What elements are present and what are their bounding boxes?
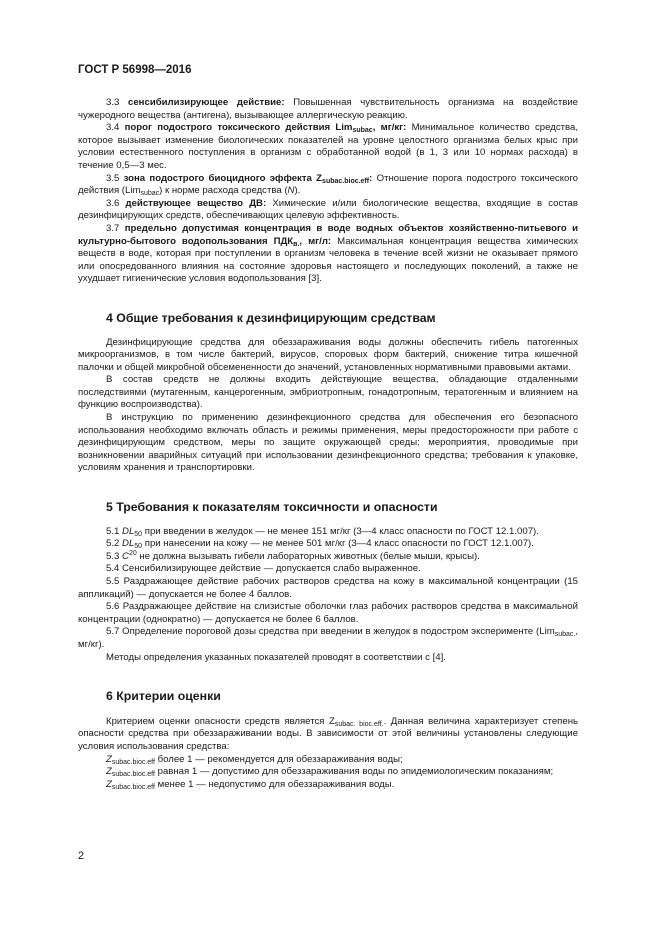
z-symbol: Z xyxy=(106,766,112,778)
clause-number: 3.5 xyxy=(106,172,120,184)
c-superscript: 20 xyxy=(128,549,137,557)
criterion-text: равная 1 — допустимо для обеззараживания воды по эпидемиологическим показаниям; xyxy=(154,766,554,778)
clause-number: 5.1 xyxy=(106,525,120,537)
requirement-text: при нанесении на кожу — не менее 501 мг/кг (3—4 класс опасности по ГОСТ 12.1.007). xyxy=(144,538,534,550)
requirement-5-5: 5.5 Раздражающее действие рабочих растворов средства на кожу в максимальной концентрации (15 аппликаций) — допускается не более 4 баллов. xyxy=(78,576,578,600)
clause-number: 3.7 xyxy=(106,222,120,234)
document-header: ГОСТ Р 56998—2016 xyxy=(78,64,192,76)
text-subscript: subac. bioc.eff. xyxy=(334,720,384,728)
criterion-item xyxy=(78,779,578,792)
clause-number: 3.6 xyxy=(106,197,120,209)
c-symbol: C xyxy=(122,550,129,562)
requirement-text: при введении в желудок — не менее 151 мг/кг (3—4 класс опасности по ГОСТ 12.1.007). xyxy=(144,525,539,537)
definition-3-7 xyxy=(78,223,578,286)
z-subscript: subac.bioc.eff xyxy=(111,771,155,779)
requirement-text: не должна вызывать гибели лабораторных животных (белые мыши, крысы). xyxy=(139,550,480,562)
definition-text: ). xyxy=(294,185,301,197)
definition-3-6 xyxy=(78,198,578,223)
definition-3-3 xyxy=(78,97,578,122)
clause-number: 3.3 xyxy=(106,97,120,108)
dl-subscript: 50 xyxy=(134,530,143,538)
z-subscript: subac.bioc.eff xyxy=(111,758,155,766)
definition-text: ) к норме расхода средства ( xyxy=(159,185,288,197)
section-6-intro xyxy=(78,716,578,754)
clause-number: 5.3 xyxy=(106,550,120,562)
section-4-paragraph: В состав средств не должны входить действующие вещества, обладающие отдаленными последствиями (мутагенным, канцерогенным, эмбриотропным, гонадотропным, тератогенным и влиянием на функцию воспроизводства). xyxy=(78,374,578,411)
section-5-heading: 5 Требования к показателям токсичности и опасности xyxy=(106,500,438,515)
text-subscript: subac. xyxy=(554,631,576,639)
requirement-5-2 xyxy=(78,538,578,551)
term-subscript: в. xyxy=(293,240,300,248)
definition-text: Отношение порога подострого токсического действия (Lim xyxy=(78,172,578,197)
requirement-5-6: 5.6 Раздражающее действие на слизистые оболочки глаз рабочих растворов средства в максимальной концентрации (однократно) — допускается не более 6 баллов. xyxy=(78,601,578,625)
criterion-text: более 1 — рекомендуется для обеззараживания воды; xyxy=(154,753,403,765)
term: сенсибилизирующее действие: xyxy=(128,97,285,108)
section-4-heading: 4 Общие требования к дезинфицирующим средствам xyxy=(106,310,436,325)
term-tail: , мг/кг: xyxy=(372,122,407,134)
document-body xyxy=(78,97,578,791)
section-6-heading: 6 Критерии оценки xyxy=(106,689,221,704)
variable-n: N xyxy=(287,185,295,197)
dl-symbol: DL xyxy=(122,525,135,537)
requirement-text: 5.7 Определение пороговой дозы средства при введении в желудок в подостром эксперименте (Lim xyxy=(106,626,555,638)
term: действующее вещество ДВ: xyxy=(125,197,267,209)
clause-number: 5.2 xyxy=(106,538,120,550)
term: зона подострого биоцидного эффекта Z xyxy=(123,172,323,184)
requirement-text: , мг/кг). xyxy=(78,626,578,650)
z-symbol: Z xyxy=(106,753,112,765)
z-symbol: Z xyxy=(106,778,112,790)
criterion-text: менее 1 — недопустимо для обеззараживания воды. xyxy=(154,778,395,790)
criterion-item xyxy=(78,766,578,779)
definition-3-4 xyxy=(78,122,578,172)
term: порог подострого токсического действия Lim xyxy=(124,122,353,134)
section-4-paragraph: В инструкцию по применению дезинфекционного средства для обеспечения его безопасного использования необходимо включать область и режимы применения, меры предосторожности при работе с дезинфицирующим средством, меры по защите окружающей среды; мероприятия, проводимые при возникновении аварийных ситуаций при использовании дезинфекционного средства; требования к упаковке, условиям хранения и транспортировки. xyxy=(78,412,578,474)
section-5-methods: Методы определения указанных показателей проводят в соответствии с [4]. xyxy=(106,651,446,663)
definition-text: Повышенная чувствительность организма на воздействие чужеродного вещества (антигена), вызывающее аллергическую реакцию. xyxy=(78,97,579,121)
requirement-5-1 xyxy=(78,526,578,539)
definition-text: Максимальная концентрация вещества химических веществ в воде, которая при поступлении в организм человека в течение всей жизни не оказывает прямого или опосредованного влияния на состояние здоровья настоящего и последующих поколений, а также не ухудшает гигиенические условия водопользования [3]. xyxy=(78,235,578,285)
requirement-5-3 xyxy=(78,551,578,564)
z-subscript: subac.bioc.eff xyxy=(111,783,155,791)
section-4-paragraph: Дезинфицирующие средства для обеззараживания воды должны обеспечить гибель патогенных микроорганизмов, в том числе бактерий, вирусов, споровых форм бактерий, снижение титра кишечной палочки и общей микробной обсемененности до значений, установленных нормативными правовыми актами. xyxy=(78,336,578,373)
term-tail: : xyxy=(369,172,373,184)
dl-subscript: 50 xyxy=(134,543,143,551)
paragraph-text: . Данная величина характеризует степень опасности средства при обеззараживании воды. В зависимости от этой величины установлены следующие условия использования средства: xyxy=(78,715,578,752)
term-subscript: subac xyxy=(352,127,373,135)
text-subscript: subac xyxy=(140,190,160,198)
page-number: 2 xyxy=(78,850,85,862)
definition-3-5 xyxy=(78,173,578,198)
clause-number: 3.4 xyxy=(106,122,120,134)
requirement-5-7 xyxy=(78,626,578,651)
dl-symbol: DL xyxy=(122,538,135,550)
definition-text: Химические и/или биологические вещества, входящие в состав дезинфицирующих средств, обеспечивающих целевую эффективность. xyxy=(78,197,578,222)
term-tail: , мг/л: xyxy=(299,235,332,247)
paragraph-text: Критерием оценки опасности средств является Z xyxy=(106,715,335,727)
definition-text: Минимальное количество средства, которое вызывает изменение биологических показателей на уровне целостного организма белых крыс при условии естественного поступления в организм с обработанной водой (в 1, 3 или 10 нормах расхода) в течение 0,5—3 мес. xyxy=(78,122,578,171)
criterion-item xyxy=(78,754,578,767)
term: предельно допустимая концентрация в воде водных объектов хозяйственно-питьевого и культурно-бытового водопользования ПДК xyxy=(78,222,578,247)
term-subscript: subac.bioc.eff xyxy=(322,177,370,185)
requirement-5-4: 5.4 Сенсибилизирующее действие — допускается слабо выраженное. xyxy=(106,563,421,575)
